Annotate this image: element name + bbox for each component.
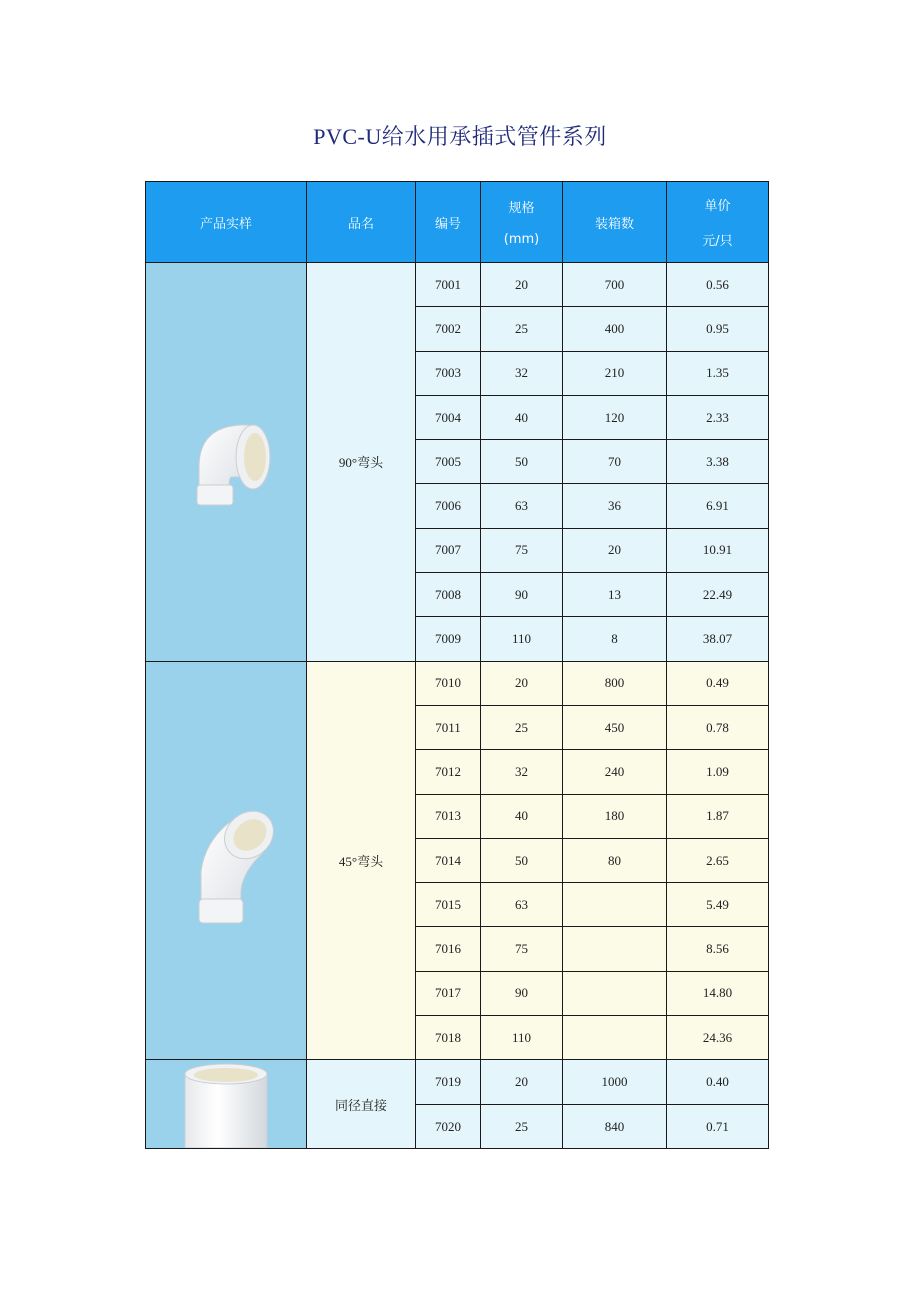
price-cell: 1.87	[667, 794, 769, 838]
price-cell: 0.49	[667, 661, 769, 705]
box-count-cell: 80	[563, 838, 667, 882]
price-cell: 0.71	[667, 1104, 769, 1149]
table-row	[146, 1060, 769, 1105]
table-row	[146, 661, 769, 705]
price-cell: 0.40	[667, 1060, 769, 1105]
price-cell: 22.49	[667, 573, 769, 617]
product-photo-cell	[146, 661, 307, 1060]
box-count-cell: 210	[563, 351, 667, 395]
price-cell: 0.95	[667, 307, 769, 351]
code-cell: 7008	[416, 573, 481, 617]
code-cell: 7003	[416, 351, 481, 395]
header-price-line2: 元/只	[702, 234, 733, 249]
box-count-cell: 240	[563, 750, 667, 794]
spec-cell: 110	[481, 1016, 563, 1060]
box-count-cell: 13	[563, 573, 667, 617]
spec-cell: 90	[481, 573, 563, 617]
spec-cell: 90	[481, 971, 563, 1015]
price-cell: 1.35	[667, 351, 769, 395]
box-count-cell: 450	[563, 705, 667, 749]
spec-cell: 50	[481, 440, 563, 484]
price-cell: 0.56	[667, 263, 769, 307]
header-name: 品名	[307, 182, 416, 263]
price-cell: 5.49	[667, 883, 769, 927]
header-photo: 产品实样	[146, 182, 307, 263]
box-count-cell	[563, 927, 667, 971]
spec-cell: 75	[481, 528, 563, 572]
code-cell: 7018	[416, 1016, 481, 1060]
code-cell: 7006	[416, 484, 481, 528]
code-cell: 7015	[416, 883, 481, 927]
spec-cell: 63	[481, 484, 563, 528]
price-cell: 3.38	[667, 440, 769, 484]
code-cell: 7017	[416, 971, 481, 1015]
product-table	[145, 181, 769, 1149]
header-spec-line2: (mm)	[503, 232, 540, 247]
spec-cell: 25	[481, 1104, 563, 1149]
price-cell: 8.56	[667, 927, 769, 971]
price-cell: 2.65	[667, 838, 769, 882]
product-name-cell: 45°弯头	[307, 661, 416, 1060]
spec-cell: 110	[481, 617, 563, 661]
header-spec-line1: 规格	[508, 201, 535, 216]
code-cell: 7009	[416, 617, 481, 661]
header-box: 装箱数	[563, 182, 667, 263]
spec-cell: 40	[481, 395, 563, 439]
box-count-cell: 8	[563, 617, 667, 661]
price-cell: 1.09	[667, 750, 769, 794]
spec-cell: 50	[481, 838, 563, 882]
header-price	[667, 182, 769, 263]
header-spec	[481, 182, 563, 263]
box-count-cell	[563, 1016, 667, 1060]
box-count-cell: 1000	[563, 1060, 667, 1105]
code-cell: 7010	[416, 661, 481, 705]
product-photo-cell	[146, 263, 307, 662]
price-cell: 10.91	[667, 528, 769, 572]
price-cell: 14.80	[667, 971, 769, 1015]
table-row	[146, 263, 769, 307]
code-cell: 7011	[416, 705, 481, 749]
code-cell: 7001	[416, 263, 481, 307]
product-name-cell: 同径直接	[307, 1060, 416, 1149]
code-cell: 7019	[416, 1060, 481, 1105]
box-count-cell	[563, 971, 667, 1015]
box-count-cell: 400	[563, 307, 667, 351]
box-count-cell: 180	[563, 794, 667, 838]
box-count-cell: 70	[563, 440, 667, 484]
spec-cell: 40	[481, 794, 563, 838]
spec-cell: 32	[481, 750, 563, 794]
code-cell: 7016	[416, 927, 481, 971]
box-count-cell	[563, 883, 667, 927]
price-cell: 2.33	[667, 395, 769, 439]
box-count-cell: 36	[563, 484, 667, 528]
price-cell: 38.07	[667, 617, 769, 661]
spec-cell: 25	[481, 307, 563, 351]
box-count-cell: 800	[563, 661, 667, 705]
code-cell: 7007	[416, 528, 481, 572]
code-cell: 7004	[416, 395, 481, 439]
code-cell: 7020	[416, 1104, 481, 1149]
product-photo-cell	[146, 1060, 307, 1149]
elbow-45-fitting-icon	[171, 791, 281, 931]
code-cell: 7013	[416, 794, 481, 838]
header-price-line1: 单价	[704, 199, 731, 214]
elbow-90-fitting-icon	[171, 407, 281, 517]
code-cell: 7012	[416, 750, 481, 794]
price-cell: 0.78	[667, 705, 769, 749]
straight-coupling-fitting-icon	[171, 1060, 281, 1148]
price-cell: 24.36	[667, 1016, 769, 1060]
table-header-row	[146, 182, 769, 263]
box-count-cell: 840	[563, 1104, 667, 1149]
code-cell: 7014	[416, 838, 481, 882]
box-count-cell: 700	[563, 263, 667, 307]
header-code: 编号	[416, 182, 481, 263]
spec-cell: 63	[481, 883, 563, 927]
spec-cell: 20	[481, 661, 563, 705]
code-cell: 7005	[416, 440, 481, 484]
product-name-cell: 90°弯头	[307, 263, 416, 662]
page-title: PVC-U给水用承插式管件系列	[313, 124, 607, 149]
spec-cell: 20	[481, 263, 563, 307]
spec-cell: 20	[481, 1060, 563, 1105]
price-cell: 6.91	[667, 484, 769, 528]
box-count-cell: 20	[563, 528, 667, 572]
spec-cell: 25	[481, 705, 563, 749]
box-count-cell: 120	[563, 395, 667, 439]
spec-cell: 32	[481, 351, 563, 395]
code-cell: 7002	[416, 307, 481, 351]
spec-cell: 75	[481, 927, 563, 971]
